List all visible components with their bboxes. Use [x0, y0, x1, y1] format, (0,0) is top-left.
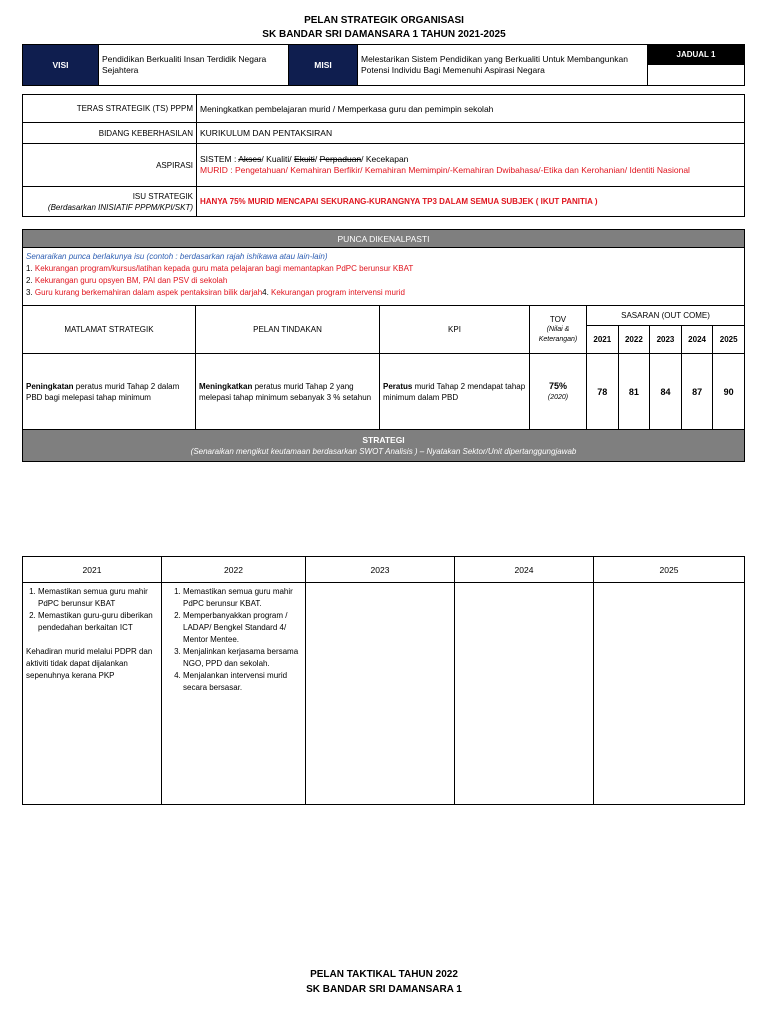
page-title: PELAN STRATEGIK ORGANISASI: [304, 15, 464, 26]
yearly-plan-table: [22, 556, 745, 805]
visi-label: VISI: [23, 45, 99, 86]
footer-title: PELAN TAKTIKAL TAHUN 2022: [310, 969, 458, 980]
misi-text: Melestarikan Sistem Pendidikan yang Berkualiti Untuk Membangunkan Potensi Individu Bagi Memenuhi Aspirasi Negara: [358, 45, 648, 86]
col-matlamat: MATLAMAT STRATEGIK: [23, 306, 196, 354]
plan-year-2021: 2021: [23, 557, 162, 583]
visi-misi-table: [22, 44, 745, 86]
aspirasi-murid: MURID : Pengetahuan/ Kemahiran Berfikir/ Kemahiran Memimpin/-Kemahiran Dwibahasa/-Etika dan Kerohanian/ Identiti Nasional: [200, 165, 690, 175]
misi-label: MISI: [289, 45, 358, 86]
plan-year-2025: 2025: [594, 557, 745, 583]
isu-value: HANYA 75% MURID MENCAPAI SEKURANG-KURANGNYA TP3 DALAM SEMUA SUBJEK ( IKUT PANITIA ): [197, 187, 745, 217]
target-2023: 84: [650, 354, 682, 430]
plan-2022-item: 1. Memastikan semua guru mahir PdPC berunsur KBAT.: [183, 586, 302, 610]
target-2024: 87: [681, 354, 713, 430]
bidang-value: KURIKULUM DAN PENTAKSIRAN: [197, 123, 745, 144]
punca-table: [22, 229, 745, 462]
target-2022: 81: [618, 354, 650, 430]
page-subtitle: SK BANDAR SRI DAMANSARA 1 TAHUN 2021-2025: [262, 29, 506, 40]
punca-item-2: 2. Kekurangan guru opsyen BM, PAI dan PSV di sekolah: [26, 276, 228, 285]
year-2021: 2021: [587, 326, 619, 354]
matlamat-cell: Peningkatan peratus murid Tahap 2 dalam PBD bagi melepasi tahap minimum: [23, 354, 196, 430]
plan-year-2023: 2023: [306, 557, 455, 583]
year-2025: 2025: [713, 326, 745, 354]
footer-subtitle: SK BANDAR SRI DAMANSARA 1: [306, 984, 462, 995]
aspirasi-sistem: SISTEM : Akses/ Kualiti/ Ekuiti/ Perpaduan/ Kecekapan: [200, 154, 409, 164]
pelan-cell: Meningkatkan peratus murid Tahap 2 yang melepasi tahap minimum sebanyak 3 % setahun: [196, 354, 380, 430]
plan-cell-2025: [594, 583, 745, 805]
aspirasi-label: ASPIRASI: [23, 144, 197, 187]
plan-2021-item: 1. Memastikan semua guru mahir PdPC berunsur KBAT: [38, 586, 158, 610]
plan-2022-item: 4. Menjalankan intervensi murid secara bersasar.: [183, 670, 302, 694]
teras-label: TERAS STRATEGIK (TS) PPPM: [23, 95, 197, 123]
punca-list: [23, 248, 745, 306]
year-2023: 2023: [650, 326, 682, 354]
jadual-value: [648, 65, 745, 86]
aspirasi-value: [197, 144, 745, 187]
teras-value: Meningkatkan pembelajaran murid / Memperkasa guru dan pemimpin sekolah: [197, 95, 745, 123]
plan-cell-2021: [23, 583, 162, 805]
strategi-header: STRATEGI (Senaraikan mengikut keutamaan berdasarkan SWOT Analisis ) – Nyatakan Sektor/Unit dipertanggungjawab: [23, 430, 745, 462]
punca-header: PUNCA DIKENALPASTI: [23, 230, 745, 248]
col-sasaran: SASARAN (OUT COME): [587, 306, 745, 326]
info-table: [22, 94, 745, 217]
plan-cell-2024: [455, 583, 594, 805]
year-2024: 2024: [681, 326, 713, 354]
plan-cell-2023: [306, 583, 455, 805]
tov-cell: 75% (2020): [530, 354, 587, 430]
col-kpi: KPI: [380, 306, 530, 354]
punca-hint: Senaraikan punca berlakunya isu (contoh : berdasarkan rajah ishikawa atau lain-lain): [26, 252, 328, 261]
kpi-cell: Peratus murid Tahap 2 mendapat tahap minimum dalam PBD: [380, 354, 530, 430]
plan-2021-item: 2. Memastikan guru-guru diberikan pendedahan berkaitan ICT: [38, 610, 158, 634]
plan-year-2022: 2022: [162, 557, 306, 583]
visi-text: Pendidikan Berkualiti Insan Terdidik Negara Sejahtera: [99, 45, 289, 86]
col-tov: TOV (Nilai & Keterangan): [530, 306, 587, 354]
plan-2022-item: 3. Menjalinkan kerjasama bersama NGO, PPD dan sekolah.: [183, 646, 302, 670]
plan-2022-item: 2. Memperbanyakkan program / LADAP/ Bengkel Standard 4/ Mentor Mentee.: [183, 610, 302, 646]
punca-item-3-4: 3. Guru kurang berkemahiran dalam aspek pentaksiran bilik darjah4. Kekurangan program intervensi murid: [26, 288, 405, 297]
plan-2021-note: Kehadiran murid melalui PDPR dan aktiviti tidak dapat dijalankan sepenuhnya kerana PKP: [26, 647, 153, 680]
plan-cell-2022: [162, 583, 306, 805]
plan-year-2024: 2024: [455, 557, 594, 583]
bidang-label: BIDANG KEBERHASILAN: [23, 123, 197, 144]
target-2021: 78: [587, 354, 619, 430]
isu-label: ISU STRATEGIK (Berdasarkan INISIATIF PPPM/KPI/SKT): [23, 187, 197, 217]
punca-item-1: 1. Kekurangan program/kursus/latihan kepada guru mata pelajaran bagi memantapkan PdPC berunsur KBAT: [26, 264, 414, 273]
year-2022: 2022: [618, 326, 650, 354]
jadual-label: JADUAL 1: [648, 45, 745, 65]
col-pelan: PELAN TINDAKAN: [196, 306, 380, 354]
target-2025: 90: [713, 354, 745, 430]
